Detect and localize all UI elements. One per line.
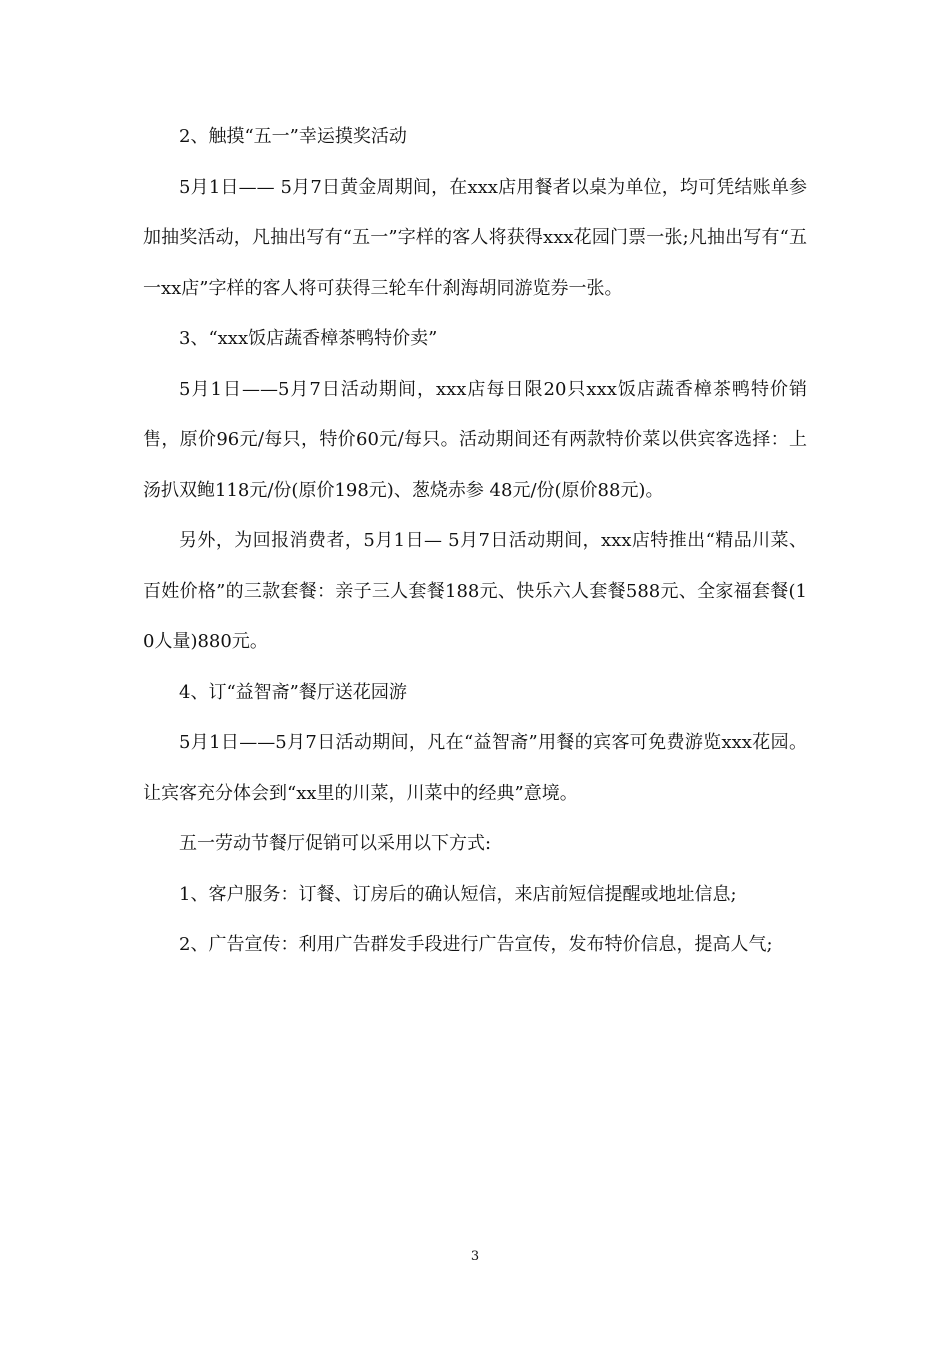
paragraph-garden-tour-details: 5月1日——5月7日活动期间，凡在“益智斋”用餐的宾客可免费游览xxx花园。让宾客充分体会到“xx里的川菜，川菜中的经典”意境。 [143,732,807,804]
heading-duck-special: 3、“xxx饭店蔬香樟茶鸭特价卖” [179,328,438,349]
paragraph-lucky-draw-details: 5月1日—— 5月7日黄金周期间，在xxx店用餐者以桌为单位，均可凭结账单参加抽奖活动，凡抽出写有“五一”字样的客人将获得xxx花园门票一张;凡抽出写有“五一xx店”字样的客人将可获得三轮车什刹海胡同游览券一张。 [143,176,807,299]
heading-garden-tour: 4、订“益智斋”餐厅送花园游 [179,681,407,703]
heading-lucky-draw: 2、触摸“五一”幸运摸奖活动 [179,126,407,147]
list-item-advertising: 2、广告宣传：利用广告群发手段进行广告宣传，发布特价信息，提高人气; [179,934,773,955]
document-body [143,112,807,971]
page-number: 3 [470,1249,480,1264]
paragraph-promotion-methods-intro: 五一劳动节餐厅促销可以采用以下方式: [179,833,492,854]
paragraph-duck-special-details: 5月1日——5月7日活动期间，xxx店每日限20只xxx饭店蔬香樟茶鸭特价销售，原价96元/每只，特价60元/每只。活动期间还有两款特价菜以供宾客选择：上汤扒双鲍118元/份(原价198元)、葱烧赤参 48元/份(原价88元)。 [143,378,807,501]
list-item-customer-service: 1、客户服务：订餐、订房后的确认短信，来店前短信提醒或地址信息; [179,883,737,905]
paragraph-set-meals: 另外，为回报消费者，5月1日— 5月7日活动期间，xxx店特推出“精品川菜、百姓价格”的三款套餐：亲子三人套餐188元、快乐六人套餐588元、全家福套餐(10人量)880元。 [143,530,807,652]
